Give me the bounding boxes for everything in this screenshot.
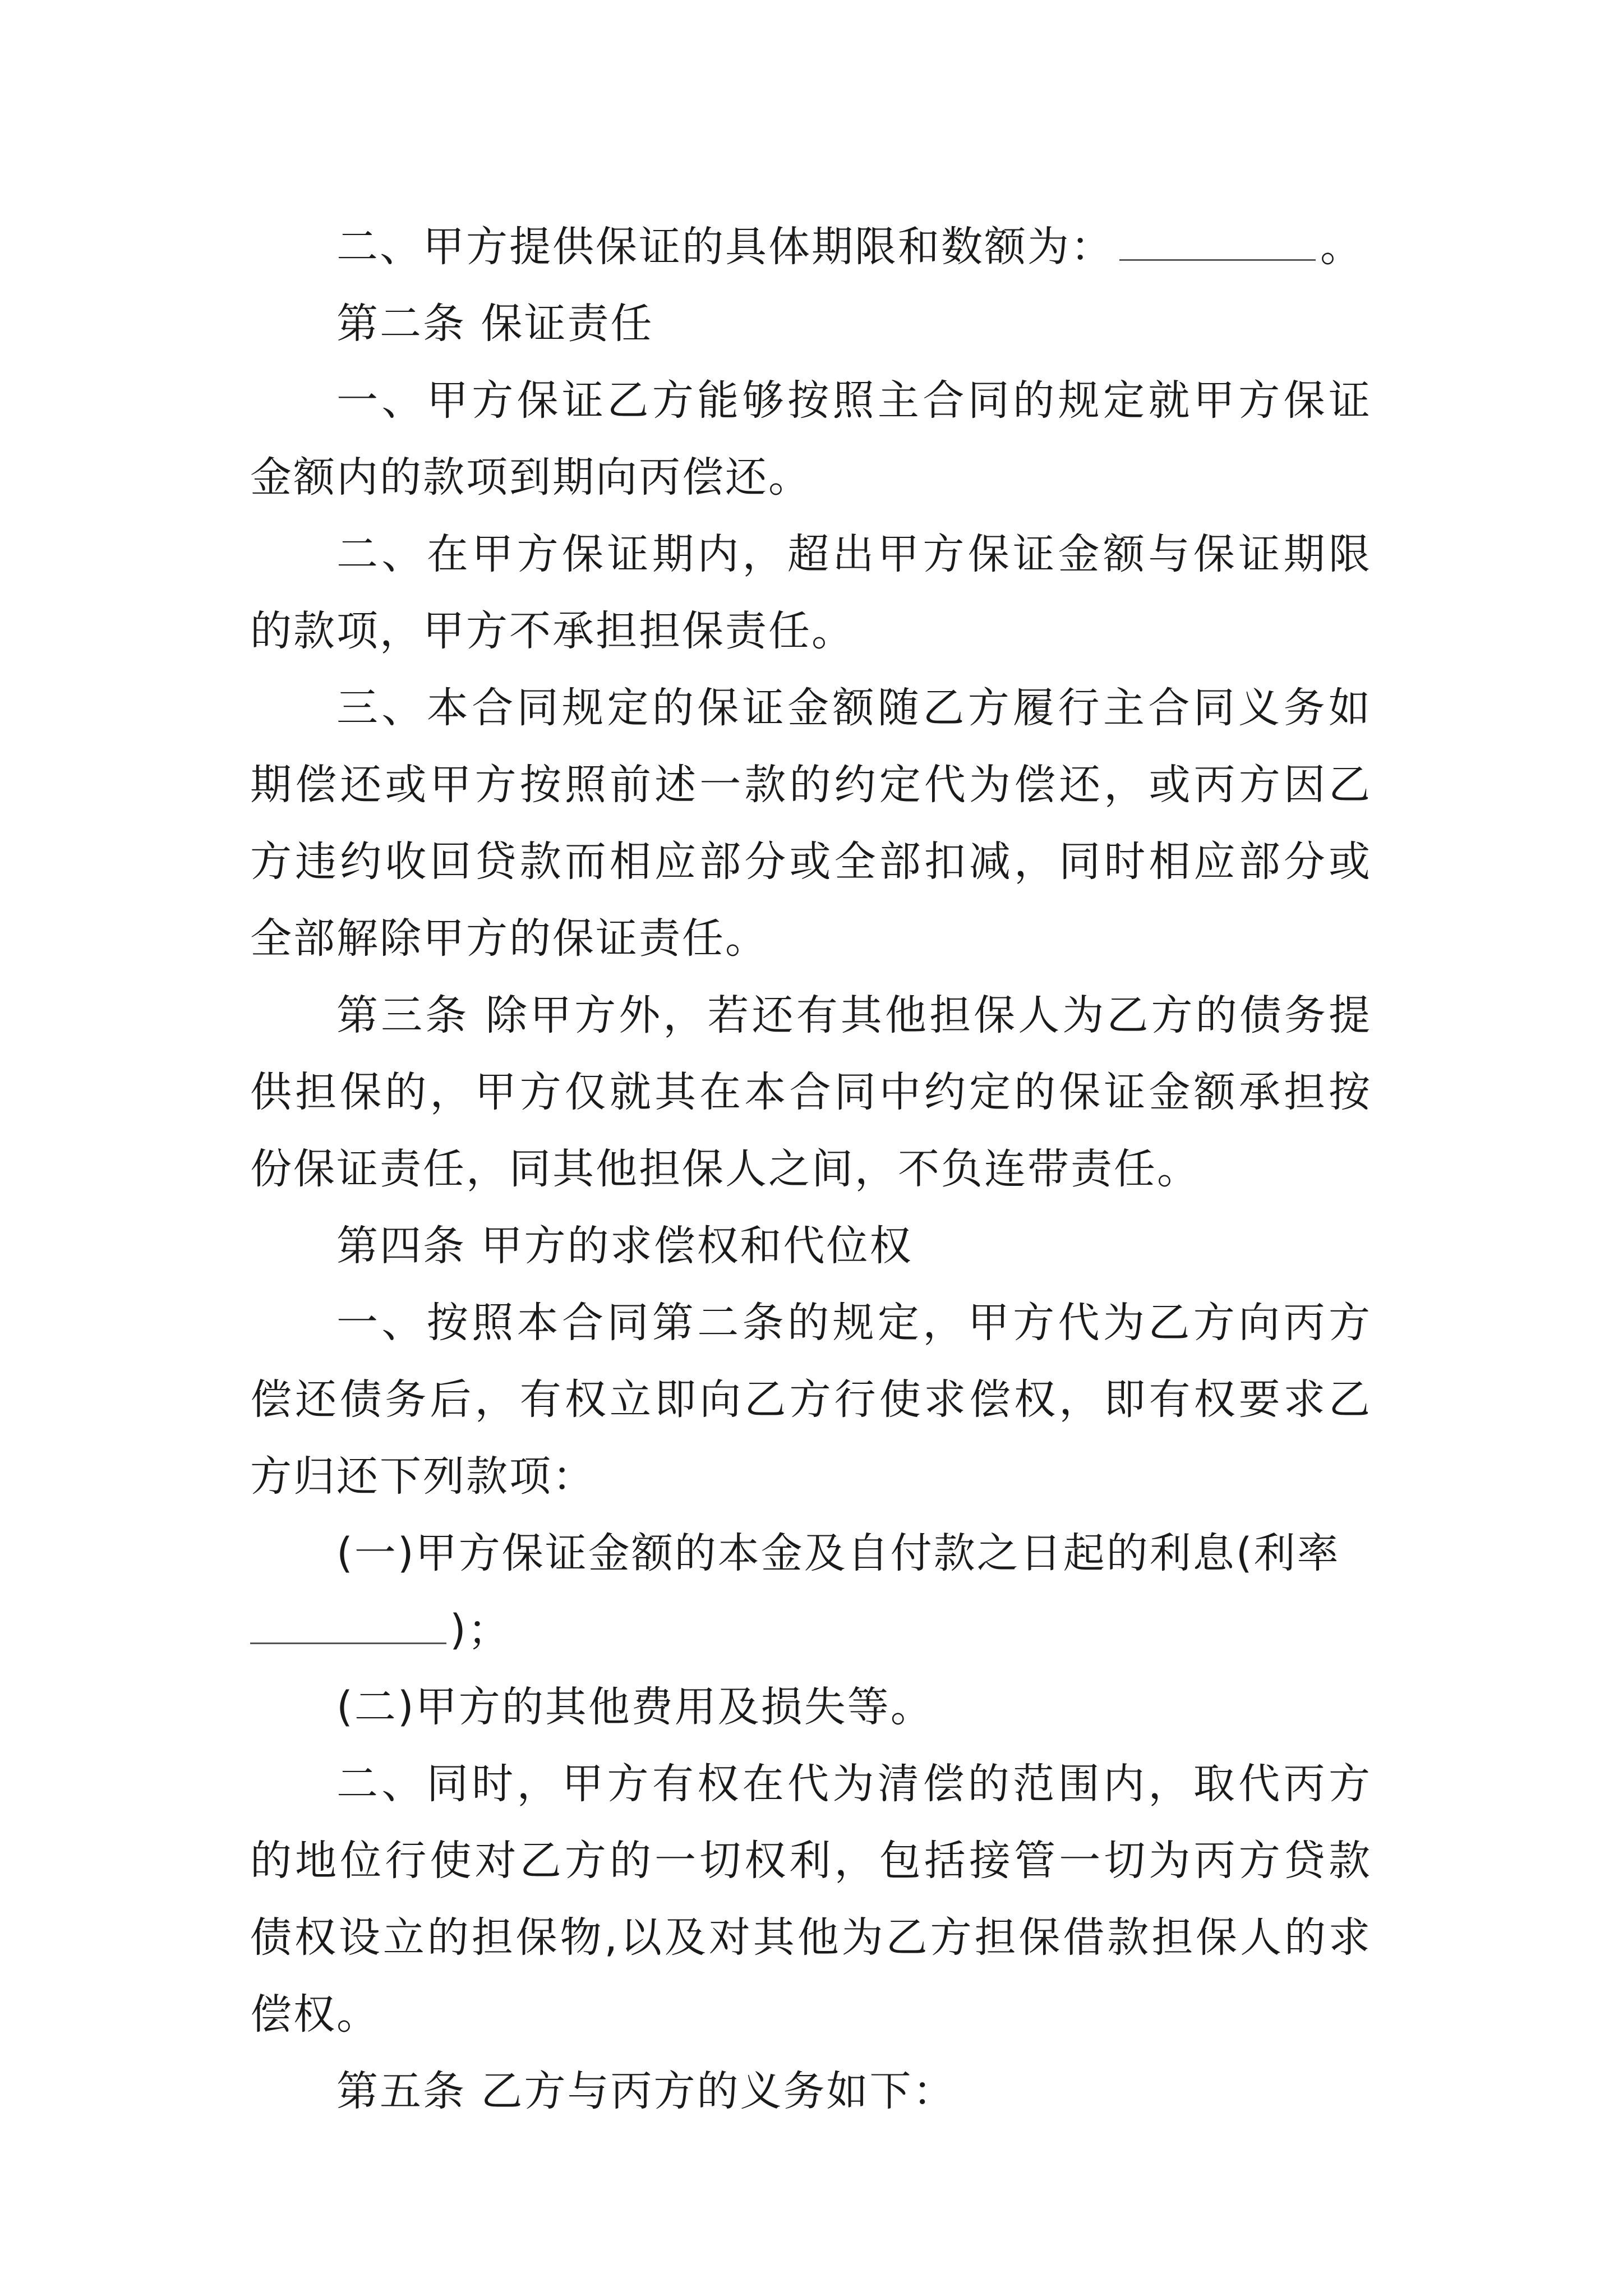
item-1-end: )； bbox=[450, 1606, 511, 1654]
guarantee-term-text: 二、甲方提供保证的具体期限和数额为： bbox=[336, 223, 1114, 271]
article-5-heading: 第五条 乙方与丙方的义务如下： bbox=[336, 2067, 956, 2115]
term-amount-blank bbox=[1119, 226, 1316, 261]
article-2-clause-3: 三、本合同规定的保证金额随乙方履行主合同义务如期偿还或甲方按照前述一款的约定代为偿还，或丙方因乙方违约收回贷款而相应部分或全部扣减，同时相应部分或全部解除甲方的保证责任。 bbox=[250, 684, 1372, 963]
article-2-clause-2: 二、在甲方保证期内，超出甲方保证金额与保证期限的款项，甲方不承担担保责任。 bbox=[250, 530, 1372, 655]
article-4-item-1 bbox=[250, 1515, 1372, 1669]
article-3-paragraph: 第三条 除甲方外，若还有其他担保人为乙方的债务提供担保的，甲方仅就其在本合同中约定的保证金额承担按份保证责任，同其他担保人之间，不负连带责任。 bbox=[250, 991, 1372, 1193]
article-2-heading: 第二条 保证责任 bbox=[336, 300, 654, 348]
article-4-clause-1: 一、按照本合同第二条的规定，甲方代为乙方向丙方偿还债务后，有权立即向乙方行使求偿权，即有权要求乙方归还下列款项： bbox=[250, 1299, 1372, 1501]
item-1-rate-line bbox=[250, 1592, 1372, 1669]
article-4-heading: 第四条 甲方的求偿权和代位权 bbox=[336, 1222, 913, 1270]
article-4-item-2: (二)甲方的其他费用及损失等。 bbox=[336, 1683, 934, 1731]
article-4-clause-2: 二、同时，甲方有权在代为清偿的范围内，取代丙方的地位行使对乙方的一切权利，包括接管一切为丙方贷款债权设立的担保物,以及对其他为乙方担保借款担保人的求偿权。 bbox=[250, 1760, 1372, 2039]
item-1-text: (一)甲方保证金额的本金及自付款之日起的利息(利率 bbox=[336, 1529, 1340, 1577]
article-2-clause-1: 一、甲方保证乙方能够按照主合同的规定就甲方保证金额内的款项到期向丙偿还。 bbox=[250, 376, 1372, 501]
guarantee-term-end: 。 bbox=[1320, 223, 1363, 271]
guarantee-term-amount-paragraph bbox=[250, 209, 1372, 286]
interest-rate-blank bbox=[250, 1609, 446, 1644]
document-body bbox=[250, 209, 1372, 2130]
